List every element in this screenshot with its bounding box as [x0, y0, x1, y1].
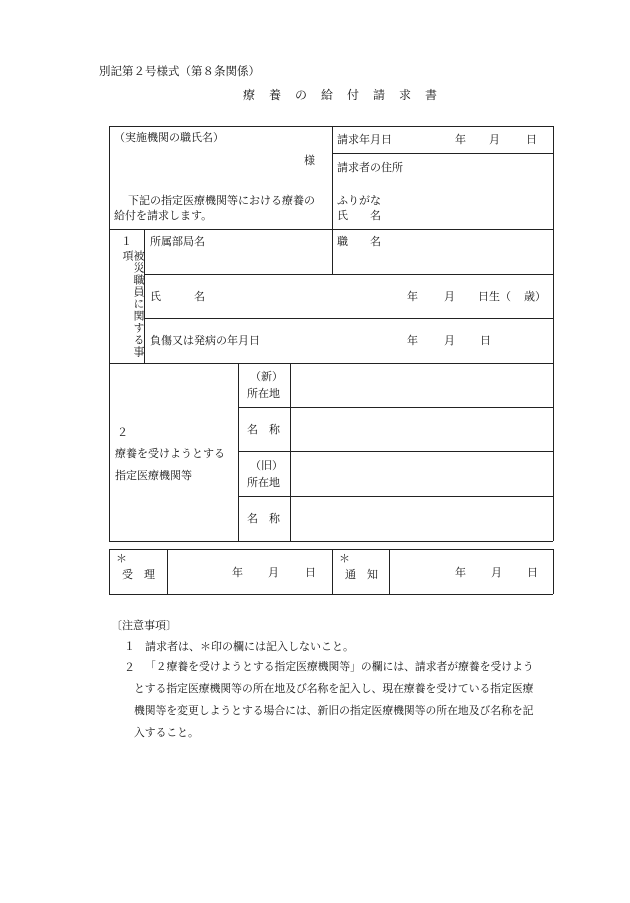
- table-border-bottom: [109, 541, 553, 542]
- injury-date-label: 負傷又は発病の年月日: [150, 334, 260, 347]
- table-rule: [109, 229, 553, 230]
- receipt-border-top: [109, 549, 553, 550]
- note2-line1: 「２療養を受けようとする指定医療機関等」の欄には、請求者が療養を受けよう: [145, 660, 534, 673]
- note1-text: 請求者は、＊印の欄には記入しないこと。: [145, 640, 354, 653]
- address-label: 請求者の住所: [337, 161, 403, 174]
- note2-line3: 機関等を変更しようとする場合には、新旧の指定医療機関等の所在地及び名称を記: [134, 704, 534, 717]
- form-reference: 別記第２号様式（第８条関係）: [99, 64, 260, 78]
- note2-line4: 入すること。: [134, 726, 199, 739]
- birth-year: 年: [407, 290, 418, 303]
- section1-vertical-label: 被災職員に関する事項: [121, 250, 145, 358]
- receipt-border-left: [109, 549, 110, 594]
- table-border-top: [109, 126, 553, 127]
- section2-number: ２: [117, 426, 128, 439]
- request-date-month: 月: [489, 133, 500, 146]
- section1-number: １: [121, 235, 132, 248]
- receipt-year: 年: [232, 566, 243, 579]
- old-facility-name-label: 名 称: [247, 512, 280, 525]
- receipt-day: 日: [305, 566, 316, 579]
- notice-year: 年: [455, 566, 466, 579]
- sama-label: 様: [304, 154, 315, 167]
- table-rule: [238, 451, 553, 452]
- receipt-border-bottom: [109, 594, 553, 595]
- note2-number: ２: [124, 661, 135, 674]
- receipt-border-right: [553, 549, 554, 594]
- age-suffix: 歳）: [524, 290, 546, 303]
- request-date-day: 日: [526, 133, 537, 146]
- notice-label: 通 知: [345, 568, 378, 581]
- post-label: 職 名: [337, 235, 381, 248]
- request-text-line1: 下記の指定医療機関等における療養の: [128, 194, 315, 207]
- furigana-label: ふりがな: [337, 194, 381, 207]
- injury-year: 年: [407, 334, 418, 347]
- request-date-label: 請求年月日: [337, 133, 392, 146]
- dept-label: 所属部局名: [150, 235, 205, 248]
- receipt-rule: [167, 549, 168, 594]
- request-text-line2: 給付を請求します。: [114, 209, 213, 222]
- table-rule: [144, 318, 553, 319]
- new-marker: （新）: [250, 370, 283, 383]
- notes-heading: 〔注意事項〕: [111, 619, 177, 632]
- table-rule: [238, 407, 553, 408]
- injury-day: 日: [480, 334, 491, 347]
- table-rule: [238, 496, 553, 497]
- birth-day-suffix: 日生（: [478, 290, 511, 303]
- table-rule: [238, 363, 239, 541]
- receipt-asterisk: ＊: [116, 552, 127, 565]
- new-location-label: 所在地: [247, 387, 280, 400]
- note2-line2: とする指定医療機関等の所在地及び名称を記入し、現在療養を受けている指定医療: [134, 682, 534, 695]
- receipt-label: 受 理: [122, 568, 155, 581]
- section2-label-line1: 療養を受けようとする: [115, 447, 225, 460]
- applicant-name-label: 氏 名: [337, 209, 381, 222]
- table-rule: [332, 126, 333, 274]
- table-border-right: [553, 126, 554, 541]
- notice-day: 日: [527, 566, 538, 579]
- birth-month: 月: [444, 290, 455, 303]
- injury-month: 月: [444, 334, 455, 347]
- request-date-year: 年: [455, 133, 466, 146]
- receipt-rule: [389, 549, 390, 594]
- recipient-label: （実施機関の職氏名）: [114, 131, 224, 144]
- section2-label-line2: 指定医療機関等: [115, 469, 192, 482]
- old-marker: （旧）: [250, 459, 283, 472]
- form-title: 療 養 の 給 付 請 求 書: [243, 88, 439, 102]
- old-location-label: 所在地: [247, 476, 280, 489]
- table-rule: [109, 363, 553, 364]
- receipt-rule: [332, 549, 333, 594]
- receipt-month: 月: [268, 566, 279, 579]
- table-rule: [144, 274, 553, 275]
- table-rule: [332, 153, 553, 154]
- notice-asterisk: ＊: [339, 552, 350, 565]
- victim-name-label: 氏 名: [150, 290, 205, 303]
- note1-number: １: [124, 640, 135, 653]
- notice-month: 月: [491, 566, 502, 579]
- table-rule: [290, 363, 291, 541]
- new-facility-name-label: 名 称: [247, 423, 280, 436]
